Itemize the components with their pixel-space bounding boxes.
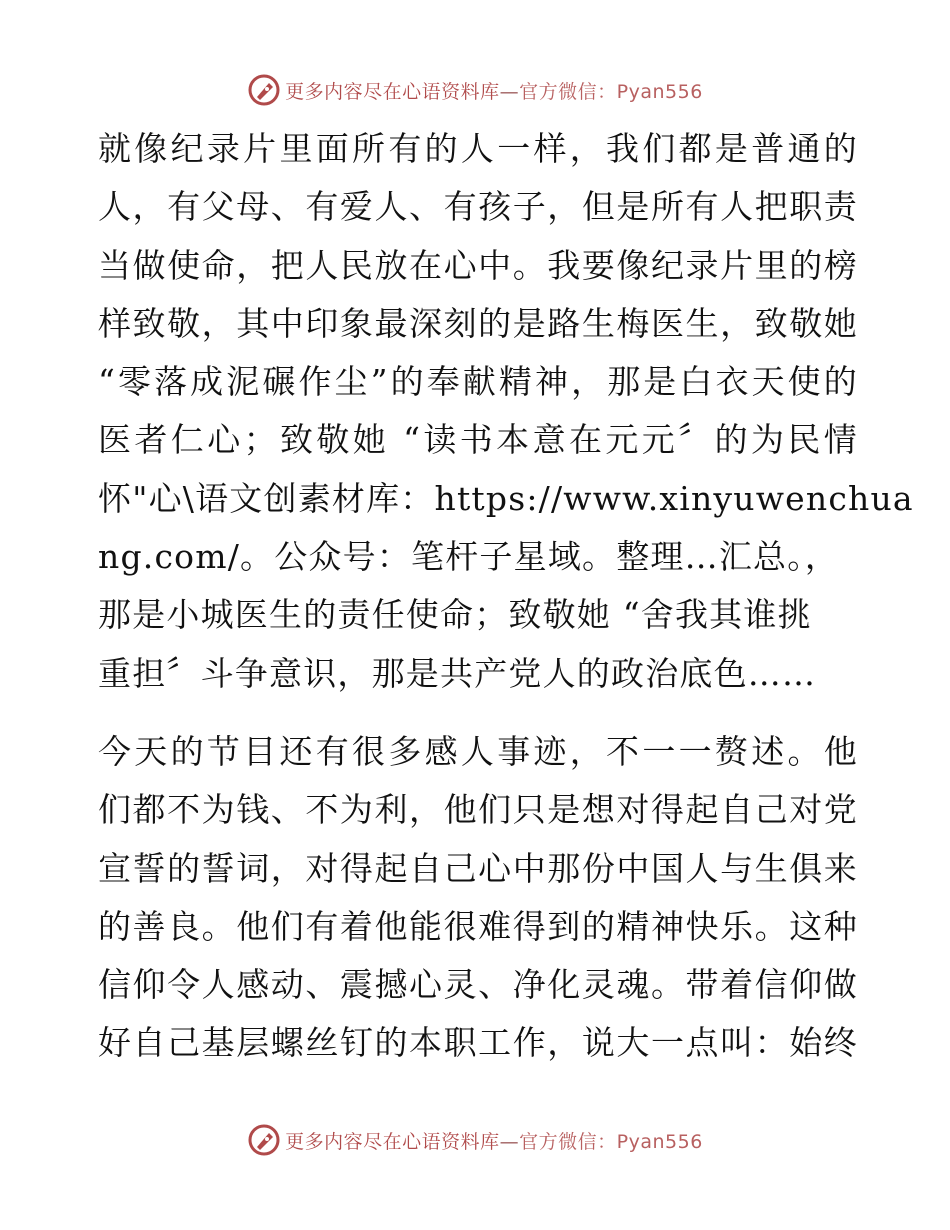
- text-line: 宣誓的誓词，对得起自己心中那份中国人与生俱来: [98, 848, 858, 888]
- text-line: ng.com/。公众号：笔杆子星域。整理…汇总。，: [98, 537, 840, 577]
- paragraph-1: [98, 120, 914, 703]
- footer-banner-wechat: 官方微信：Pyan556: [519, 1130, 703, 1153]
- text-line: 们都不为钱、不为利，他们只是想对得起自己对党: [98, 790, 858, 830]
- text-line: 重担〞斗争意识，那是共产党人的政治底色……: [98, 653, 817, 693]
- footer-banner-separator: —: [499, 1130, 520, 1153]
- text-line: 就像纪录片里面所有的人一样，我们都是普通的: [98, 129, 858, 168]
- text-line: 好自己基层螺丝钉的本职工作，说大一点叫：始终: [98, 1023, 858, 1063]
- footer-banner-title: 更多内容尽在心语资料库: [285, 1130, 500, 1153]
- header-banner-wechat: 官方微信：Pyan556: [519, 80, 703, 103]
- text-line: 今天的节目还有很多感人事迹，不一一赘述。他: [98, 731, 858, 771]
- header-banner-text: [285, 77, 703, 104]
- footer-banner: [0, 1120, 950, 1160]
- header-banner-title: 更多内容尽在心语资料库: [285, 80, 500, 103]
- document-body: [98, 120, 914, 1093]
- pen-nib-logo-icon: [247, 73, 281, 107]
- text-line: 样致敬，其中印象最深刻的是路生梅医生，致敬她: [98, 303, 858, 343]
- header-banner: [0, 70, 950, 110]
- text-line: “零落成泥碾作尘”的奉献精神，那是白衣天使的: [98, 362, 858, 402]
- header-banner-separator: —: [499, 80, 520, 103]
- text-line: 当做使命，把人民放在心中。我要像纪录片里的榜: [98, 245, 858, 285]
- text-line: 那是小城医生的责任使命；致敬她 “舍我其谁挑: [98, 595, 812, 635]
- text-line: 医者仁心；致敬她 “读书本意在元元〞的为民情: [98, 420, 858, 460]
- footer-banner-text: [285, 1127, 703, 1154]
- paragraph-2: [98, 723, 858, 1073]
- text-line: 的善良。他们有着他能很难得到的精神快乐。这种: [98, 906, 858, 946]
- text-line: 信仰令人感动、震撼心灵、净化灵魂。带着信仰做: [98, 965, 858, 1005]
- pen-nib-logo-icon: [247, 1123, 281, 1157]
- text-line: 人，有父母、有爱人、有孩子，但是所有人把职责: [98, 187, 858, 227]
- text-line: 怀"心\语文创素材库：https://www.xinyuwenchua: [98, 478, 914, 518]
